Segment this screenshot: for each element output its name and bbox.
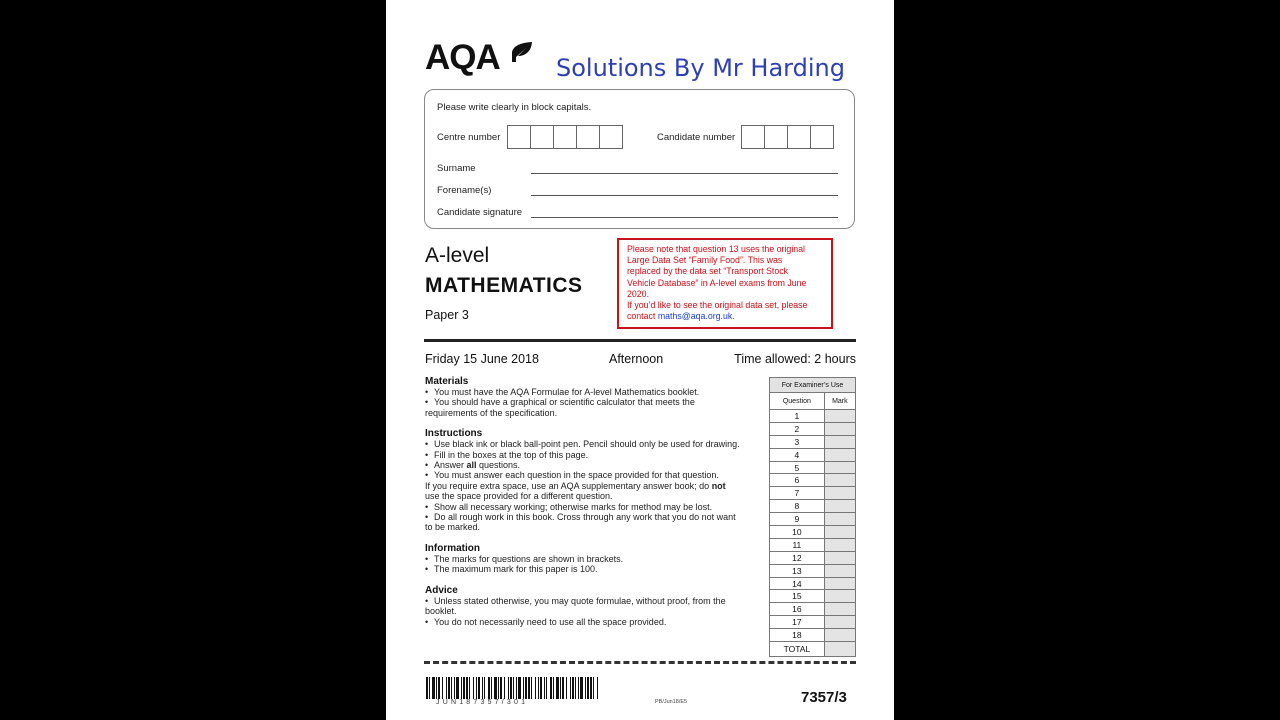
barcode-bar — [550, 677, 552, 699]
notice-line: Please note that question 13 uses the original — [627, 244, 806, 254]
advice-item: • You do not necessarily need to use all the space provided. — [425, 616, 667, 627]
mark-cell[interactable] — [824, 538, 855, 551]
information-item: • The marks for questions are shown in brackets. — [425, 553, 624, 564]
instructions-item-continued: to be marked. — [425, 522, 481, 533]
barcode-bar — [510, 677, 512, 699]
centre-number-cell[interactable] — [507, 125, 531, 149]
notice-line: Large Data Set “Family Food”. This was — [627, 255, 783, 266]
forename-field[interactable] — [531, 195, 838, 196]
centre-number-cell[interactable] — [599, 125, 623, 149]
barcode-bar — [538, 677, 539, 699]
instructions-item-text: You must answer each question in the space provided for that question. — [434, 470, 719, 481]
materials-heading: Materials — [425, 376, 469, 387]
signature-field[interactable] — [531, 217, 838, 218]
mark-cell[interactable] — [824, 551, 855, 564]
barcode-bar — [560, 677, 561, 699]
barcode-bar — [494, 677, 497, 699]
question-number-cell: 16 — [770, 603, 825, 616]
mark-cell[interactable] — [824, 435, 855, 448]
mark-cell[interactable] — [824, 461, 855, 474]
mark-cell[interactable] — [824, 590, 855, 603]
examiner-table-row — [770, 461, 856, 474]
answer-all-bold: all — [466, 460, 477, 471]
candidate-number-cell[interactable] — [810, 125, 834, 149]
barcode-bar — [516, 677, 517, 699]
subject-title: MATHEMATICS — [425, 274, 583, 297]
examiner-table-row — [770, 603, 856, 616]
question-number-cell: 1 — [770, 410, 825, 423]
barcode-bar — [451, 677, 452, 699]
question-number-cell: 18 — [770, 629, 825, 642]
barcode-bar — [578, 677, 579, 699]
information-item-text: The maximum mark for this paper is 100. — [434, 564, 598, 575]
mark-cell[interactable] — [824, 474, 855, 487]
centre-number-cell[interactable] — [530, 125, 554, 149]
barcode-bar — [518, 677, 521, 699]
candidate-details-box — [424, 89, 855, 229]
mark-cell[interactable] — [824, 526, 855, 539]
examiner-table-row — [770, 616, 856, 629]
examiner-total-row — [770, 642, 856, 657]
barcode-bar — [544, 677, 545, 699]
question-number-cell: 4 — [770, 448, 825, 461]
instructions-item: • Answer all questions. — [425, 460, 521, 471]
examiner-table-row — [770, 629, 856, 642]
barcode-bar — [562, 677, 564, 699]
candidate-number-label: Candidate number — [657, 132, 736, 143]
instructions-item: • Fill in the boxes at the top of this page. — [425, 449, 589, 460]
barcode-bar — [446, 677, 447, 699]
barcode-bar — [482, 677, 483, 699]
barcode-bar — [448, 677, 450, 699]
advice-heading: Advice — [425, 584, 458, 596]
materials-item-continued: requirements of the specification. — [425, 407, 558, 418]
information-item-text: The marks for questions are shown in brackets. — [434, 553, 624, 564]
examiner-table-row — [770, 551, 856, 564]
centre-number-cell[interactable] — [553, 125, 577, 149]
barcode-bar — [498, 677, 499, 699]
question-number-cell: 8 — [770, 500, 825, 513]
barcode-bar — [463, 677, 465, 699]
barcode-bar — [572, 677, 574, 699]
time-allowed: Time allowed: 2 hours — [734, 352, 856, 366]
surname-label: Surname — [437, 163, 476, 174]
solutions-title: Solutions By Mr Harding — [556, 54, 845, 82]
barcode-bar — [580, 677, 583, 699]
barcode-bar — [590, 677, 592, 699]
surname-field[interactable] — [531, 173, 838, 174]
question-number-cell: 9 — [770, 513, 825, 526]
materials-item-text: You must have the AQA Formulae for A-level Mathematics booklet. — [434, 387, 700, 397]
total-mark-cell[interactable] — [824, 642, 855, 657]
examiner-table-row — [770, 487, 856, 500]
barcode-bar — [478, 677, 480, 699]
barcode-bar — [461, 677, 462, 699]
question-number-cell: 7 — [770, 487, 825, 500]
notice-contact-line — [627, 311, 823, 322]
examiner-table-title: For Examiner’s Use — [770, 378, 856, 393]
barcode-bar — [535, 677, 536, 699]
instructions-item-continued — [425, 481, 765, 491]
total-label-cell: TOTAL — [770, 642, 825, 657]
barcode — [426, 677, 598, 699]
centre-number-cell[interactable] — [576, 125, 600, 149]
question-number-cell: 2 — [770, 422, 825, 435]
question-number-cell: 11 — [770, 538, 825, 551]
question-number-cell: 12 — [770, 551, 825, 564]
barcode-bar — [466, 677, 468, 699]
barcode-bar — [473, 677, 474, 699]
examiner-table-row — [770, 448, 856, 461]
answer-all-pre: Answer — [434, 460, 467, 471]
paper-code: 7357/3 — [801, 689, 847, 706]
question-number-cell: 14 — [770, 577, 825, 590]
materials-item: • You should have a graphical or scientific calculator that meets the — [425, 397, 695, 408]
notice-contact-prefix: contact — [627, 311, 658, 322]
question-number-cell: 3 — [770, 435, 825, 448]
barcode-bar — [566, 677, 567, 699]
mark-cell[interactable] — [824, 448, 855, 461]
mark-cell[interactable] — [824, 500, 855, 513]
mark-cell[interactable] — [824, 616, 855, 629]
barcode-bar — [491, 677, 492, 699]
barcode-bar — [597, 677, 598, 699]
forename-label: Forename(s) — [437, 185, 492, 196]
examiner-table-row — [770, 538, 856, 551]
notice-contact-suffix: . — [732, 311, 735, 322]
barcode-bar — [476, 677, 477, 699]
answer-all-post: questions. — [476, 460, 521, 471]
exam-session: Afternoon — [609, 352, 664, 366]
instructions-heading: Instructions — [425, 428, 483, 440]
notice-line: Vehicle Database” in A-level exams from June — [627, 277, 807, 288]
information-item: • The maximum mark for this paper is 100. — [425, 564, 598, 575]
advice-item-text: You do not necessarily need to use all the space provided. — [434, 616, 667, 627]
title-divider — [424, 339, 856, 342]
instructions-column — [425, 376, 765, 627]
examiner-table-row — [770, 564, 856, 577]
instructions-item: • Do all rough work in this book. Cross through any work that you do not want — [425, 512, 736, 523]
barcode-bar — [504, 677, 505, 699]
question-number-cell: 13 — [770, 564, 825, 577]
instructions-item-continued: use the space provided for a different question. — [425, 491, 613, 502]
barcode-bar — [469, 677, 470, 699]
barcode-bar — [513, 677, 514, 699]
mark-cell[interactable] — [824, 577, 855, 590]
question-number-cell: 10 — [770, 526, 825, 539]
barcode-bar — [426, 677, 428, 699]
examiner-table-row — [770, 474, 856, 487]
barcode-bar — [575, 677, 576, 699]
instructions-item-text: Use black ink or black ball-point pen. Pencil should only be used for drawing. — [434, 439, 740, 450]
aqa-leaf-logo-icon — [510, 40, 534, 64]
instructions-item-text: Fill in the boxes at the top of this page. — [434, 449, 589, 460]
centre-number-label: Centre number — [437, 132, 501, 143]
barcode-bar — [500, 677, 502, 699]
footer-divider — [424, 661, 856, 664]
not-bold: not — [711, 480, 726, 491]
barcode-bar — [585, 677, 586, 699]
exam-date: Friday 15 June 2018 — [425, 352, 539, 366]
barcode-bar — [593, 677, 594, 699]
barcode-bar — [436, 677, 437, 699]
barcode-bar — [488, 677, 490, 699]
question-number-cell: 5 — [770, 461, 825, 474]
barcode-bar — [556, 677, 559, 699]
examiner-table-row — [770, 435, 856, 448]
barcode-bar — [442, 677, 443, 699]
mark-column-header: Mark — [824, 393, 855, 410]
candidate-number-cell[interactable] — [741, 125, 765, 149]
question-number-cell: 17 — [770, 616, 825, 629]
barcode-bar — [587, 677, 589, 699]
question-column-header: Question — [770, 393, 825, 410]
instructions-item-text: If you require extra space, use an AQA supplementary answer book; do — [425, 480, 710, 491]
centre-number-field[interactable] — [507, 125, 622, 149]
paper-number: Paper 3 — [425, 308, 469, 322]
mark-cell[interactable] — [824, 629, 855, 642]
notice-line: 2020. — [627, 288, 650, 299]
barcode-bar — [531, 677, 532, 699]
barcode-bar — [525, 677, 527, 699]
mark-cell[interactable] — [824, 422, 855, 435]
candidate-number-field[interactable] — [741, 125, 833, 149]
mark-cell[interactable] — [824, 487, 855, 500]
barcode-bar — [553, 677, 554, 699]
instructions-item-text: Do all rough work in this book. Cross through any work that you do not want — [434, 512, 736, 523]
instructions-item: • Show all necessary working; otherwise marks for method may be lost. — [425, 501, 713, 512]
examiner-table-row — [770, 526, 856, 539]
barcode-bar — [456, 677, 459, 699]
qualification-level: A-level — [425, 244, 490, 267]
mark-cell[interactable] — [824, 410, 855, 423]
contact-email-link[interactable]: maths@aqa.org.uk — [657, 311, 733, 322]
information-heading: Information — [425, 542, 480, 554]
barcode-bar — [570, 677, 571, 699]
mark-cell[interactable] — [824, 603, 855, 616]
advice-item: • Unless stated otherwise, you may quote formulae, without proof, from the — [425, 595, 726, 606]
materials-item: • You must have the AQA Formulae for A-level Mathematics booklet. — [425, 387, 700, 397]
barcode-bar — [540, 677, 542, 699]
materials-item-text: You should have a graphical or scientific calculator that meets the — [434, 397, 695, 408]
instructions-item: • Use black ink or black ball-point pen. Pencil should only be used for drawing. — [425, 439, 740, 450]
question-number-cell: 6 — [770, 474, 825, 487]
notice-line: replaced by the data set “Transport Stock — [627, 266, 789, 277]
examiner-table-row — [770, 577, 856, 590]
exam-cover-page — [386, 0, 894, 720]
barcode-bar — [438, 677, 440, 699]
examiner-table-row — [770, 410, 856, 423]
barcode-bar — [528, 677, 530, 699]
barcode-bar — [432, 677, 435, 699]
barcode-bar — [508, 677, 509, 699]
advice-item-text: Unless stated otherwise, you may quote formulae, without proof, from the — [434, 595, 726, 606]
examiner-table-row — [770, 500, 856, 513]
examiner-table-row — [770, 513, 856, 526]
barcode-bar — [429, 677, 430, 699]
block-capitals-instruction: Please write clearly in block capitals. — [437, 102, 592, 113]
candidate-number-cell[interactable] — [787, 125, 811, 149]
candidate-number-cell[interactable] — [764, 125, 788, 149]
data-set-notice — [617, 238, 833, 329]
examiner-table-row — [770, 590, 856, 603]
notice-line: If you’d like to see the original data set, please — [627, 300, 808, 311]
barcode-text: JUN187357/301 — [436, 699, 529, 706]
mark-cell[interactable] — [824, 564, 855, 577]
examiner-use-table — [769, 377, 856, 657]
signature-label: Candidate signature — [437, 207, 523, 218]
question-number-cell: 15 — [770, 590, 825, 603]
instructions-item-text: Show all necessary working; otherwise marks for method may be lost. — [434, 501, 713, 512]
mark-cell[interactable] — [824, 513, 855, 526]
barcode-bar — [523, 677, 524, 699]
aqa-logo: AQA — [425, 38, 500, 77]
examiner-table-row — [770, 422, 856, 435]
instructions-item: • You must answer each question in the space provided for that question. — [425, 470, 719, 481]
barcode-bar — [546, 677, 547, 699]
print-reference: PB/Jun18/E5 — [655, 699, 688, 705]
advice-item-continued: booklet. — [425, 606, 457, 617]
barcode-bar — [484, 677, 485, 699]
barcode-bar — [454, 677, 455, 699]
